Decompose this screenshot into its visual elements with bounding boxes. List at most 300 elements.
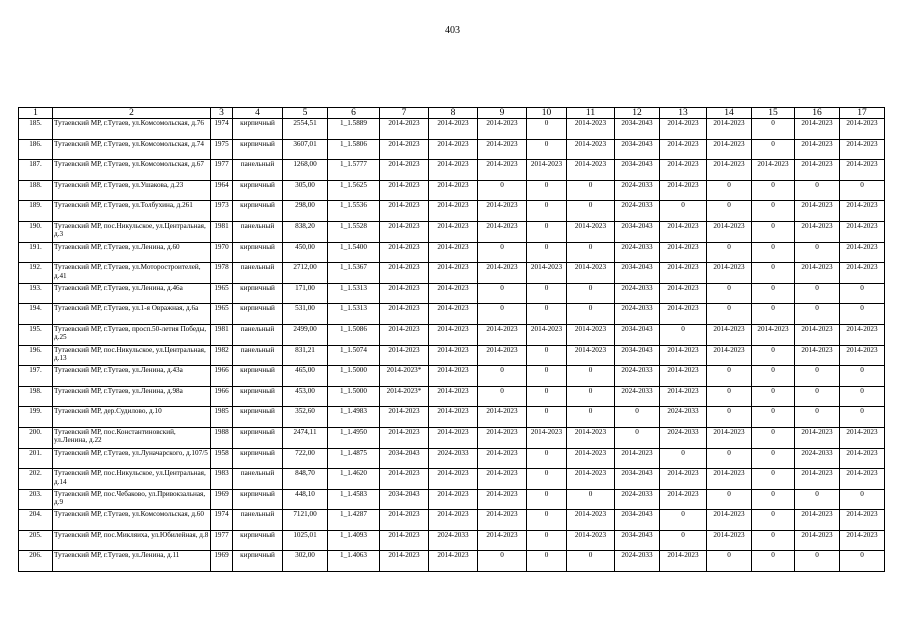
table-cell: панельный xyxy=(233,221,283,242)
table-cell: 2014-2023 xyxy=(615,448,660,469)
table-cell: 1966 xyxy=(211,366,233,387)
table-cell: 2014-2023 xyxy=(567,345,615,366)
table-row xyxy=(19,201,885,222)
table-row xyxy=(19,427,885,448)
table-cell: 2014-2023 xyxy=(660,551,707,572)
table-cell: 2014-2023 xyxy=(840,160,885,181)
table-cell: 2014-2023 xyxy=(795,469,840,490)
table-cell: 1268,00 xyxy=(283,160,328,181)
table-cell: 2014-2023 xyxy=(478,139,527,160)
table-cell: 2014-2023 xyxy=(660,263,707,284)
table-cell: 298,00 xyxy=(283,201,328,222)
table-cell: 0 xyxy=(752,119,795,140)
table-cell: 1965 xyxy=(211,304,233,325)
table-cell: 0 xyxy=(567,180,615,201)
table-cell: 0 xyxy=(567,407,615,428)
address-cell: Тутаевский МР, г.Тутаев, ул.Ленина, д.98а xyxy=(53,386,211,407)
table-cell: 2034-2043 xyxy=(615,469,660,490)
address-cell: Тутаевский МР, г.Тутаев, ул.Ленина, д.60 xyxy=(53,242,211,263)
address-cell: Тутаевский МР, г.Тутаев, ул.Луначарского, д.107/5 xyxy=(53,448,211,469)
table-cell: 2014-2023 xyxy=(478,448,527,469)
table-cell: 1970 xyxy=(211,242,233,263)
table-cell: 189. xyxy=(19,201,53,222)
table-cell: 2014-2023 xyxy=(660,221,707,242)
table-cell: 2014-2023 xyxy=(707,345,752,366)
table-row xyxy=(19,551,885,572)
table-cell: 1_1.5528 xyxy=(328,221,380,242)
table-cell: 0 xyxy=(527,201,567,222)
table-cell: 1975 xyxy=(211,139,233,160)
table-cell: 205. xyxy=(19,530,53,551)
table-cell: 2014-2023 xyxy=(527,324,567,345)
table-cell: 2014-2023 xyxy=(478,160,527,181)
table-cell: 199. xyxy=(19,407,53,428)
table-cell: 2014-2023 xyxy=(840,469,885,490)
address-cell: Тутаевский МР, г.Тутаев, ул.Ушакова, д.23 xyxy=(53,180,211,201)
table-cell: 2014-2023 xyxy=(429,345,478,366)
table-cell: 1_1.5400 xyxy=(328,242,380,263)
table-cell: 465,00 xyxy=(283,366,328,387)
table-cell: 2014-2023 xyxy=(380,551,429,572)
table-cell: 2014-2023 xyxy=(380,324,429,345)
table-cell: 0 xyxy=(707,180,752,201)
table-cell: 2014-2023 xyxy=(478,201,527,222)
table-cell: 2014-2023 xyxy=(380,469,429,490)
table-cell: 2014-2023 xyxy=(752,160,795,181)
table-cell: 1_1.5806 xyxy=(328,139,380,160)
table-cell: 2014-2023 xyxy=(660,366,707,387)
column-header: 14 xyxy=(707,108,752,119)
table-cell: 1_1.5074 xyxy=(328,345,380,366)
table-cell: 0 xyxy=(707,489,752,510)
table-cell: 2034-2043 xyxy=(615,324,660,345)
table-cell: 0 xyxy=(752,510,795,531)
table-cell: 1988 xyxy=(211,427,233,448)
table-cell: 2014-2023 xyxy=(380,119,429,140)
housing-register-table xyxy=(18,107,885,572)
table-cell: 2014-2023 xyxy=(660,160,707,181)
table-cell: 0 xyxy=(660,448,707,469)
table-cell: 1_1.4093 xyxy=(328,530,380,551)
table-cell: 2014-2023 xyxy=(429,366,478,387)
table-cell: 2499,00 xyxy=(283,324,328,345)
table-cell: 1_1.5367 xyxy=(328,263,380,284)
table-cell: 2014-2023 xyxy=(429,201,478,222)
table-cell: 2014-2023 xyxy=(380,180,429,201)
table-cell: 2024-2033 xyxy=(615,304,660,325)
table-cell: 2024-2033 xyxy=(615,242,660,263)
table-cell: 190. xyxy=(19,221,53,242)
table-cell: 0 xyxy=(795,407,840,428)
table-cell: 838,20 xyxy=(283,221,328,242)
table-cell: 1981 xyxy=(211,324,233,345)
table-row xyxy=(19,139,885,160)
table-cell: панельный xyxy=(233,510,283,531)
table-cell: 2014-2023 xyxy=(795,221,840,242)
table-row xyxy=(19,263,885,284)
table-cell: 185. xyxy=(19,119,53,140)
table-cell: 0 xyxy=(527,448,567,469)
table-cell: 2014-2023 xyxy=(660,119,707,140)
table-cell: 0 xyxy=(567,386,615,407)
table-cell: 2014-2023 xyxy=(478,345,527,366)
table-cell: 2014-2023 xyxy=(752,324,795,345)
table-cell: 0 xyxy=(567,489,615,510)
table-cell: 0 xyxy=(752,139,795,160)
table-cell: 0 xyxy=(707,386,752,407)
table-cell: 2014-2023 xyxy=(795,263,840,284)
table-cell: 2014-2023 xyxy=(429,469,478,490)
table-cell: 2014-2023 xyxy=(840,242,885,263)
table-cell: кирпичный xyxy=(233,139,283,160)
table-cell: 2014-2023 xyxy=(567,469,615,490)
table-cell: 2014-2023 xyxy=(795,119,840,140)
table-cell: 1974 xyxy=(211,119,233,140)
address-cell: Тутаевский МР, г.Тутаев, ул.Ленина, д.46а xyxy=(53,283,211,304)
table-cell: 2014-2023 xyxy=(380,201,429,222)
table-cell: 0 xyxy=(527,242,567,263)
table-cell: кирпичный xyxy=(233,551,283,572)
table-cell: кирпичный xyxy=(233,386,283,407)
table-cell: 1977 xyxy=(211,530,233,551)
table-cell: 2034-2043 xyxy=(380,489,429,510)
table-cell: 192. xyxy=(19,263,53,284)
column-header: 7 xyxy=(380,108,429,119)
table-cell: 2014-2023 xyxy=(707,263,752,284)
table-row xyxy=(19,345,885,366)
table-cell: 2014-2023 xyxy=(840,510,885,531)
table-cell: 2014-2023 xyxy=(429,119,478,140)
table-cell: 0 xyxy=(707,551,752,572)
table-row xyxy=(19,160,885,181)
table-cell: 0 xyxy=(752,283,795,304)
address-cell: Тутаевский МР, г.Тутаев, ул.Комсомольская, д.67 xyxy=(53,160,211,181)
table-cell: 0 xyxy=(527,119,567,140)
table-cell: 2024-2033 xyxy=(429,448,478,469)
table-cell: 3607,01 xyxy=(283,139,328,160)
table-cell: 0 xyxy=(527,180,567,201)
table-cell: 302,00 xyxy=(283,551,328,572)
table-cell: 201. xyxy=(19,448,53,469)
address-cell: Тутаевский МР, дер.Судилово, д.10 xyxy=(53,407,211,428)
table-cell: 2034-2043 xyxy=(380,448,429,469)
table-cell: 0 xyxy=(795,304,840,325)
table-cell: 0 xyxy=(660,324,707,345)
table-cell: 0 xyxy=(478,366,527,387)
table-cell: 2014-2023 xyxy=(567,324,615,345)
table-cell: 1_1.5777 xyxy=(328,160,380,181)
table-cell: 1974 xyxy=(211,510,233,531)
table-cell: 0 xyxy=(752,263,795,284)
table-cell: 2014-2023 xyxy=(429,324,478,345)
table-cell: 0 xyxy=(567,551,615,572)
table-cell: 2014-2023 xyxy=(429,407,478,428)
table-cell: 0 xyxy=(752,469,795,490)
table-cell: 2014-2023 xyxy=(380,160,429,181)
table-cell: 2014-2023 xyxy=(707,469,752,490)
table-cell: 2034-2043 xyxy=(615,345,660,366)
table-cell: 305,00 xyxy=(283,180,328,201)
table-row xyxy=(19,386,885,407)
table-cell: 2014-2023 xyxy=(840,263,885,284)
table-cell: 0 xyxy=(707,407,752,428)
table-cell: 2014-2023 xyxy=(840,448,885,469)
address-cell: Тутаевский МР, г.Тутаев, ул.Комсомольская, д.76 xyxy=(53,119,211,140)
table-cell: 2034-2043 xyxy=(615,221,660,242)
table-cell: 2014-2023 xyxy=(660,242,707,263)
table-cell: 2034-2043 xyxy=(615,530,660,551)
table-cell: 1983 xyxy=(211,469,233,490)
table-cell: 2014-2023 xyxy=(707,510,752,531)
table-cell: 0 xyxy=(527,366,567,387)
table-cell: 196. xyxy=(19,345,53,366)
table-cell: 0 xyxy=(527,469,567,490)
table-cell: 0 xyxy=(752,201,795,222)
column-header: 2 xyxy=(53,108,211,119)
table-cell: 2024-2033 xyxy=(615,283,660,304)
address-cell: Тутаевский МР, пос.Никульское, ул.Центральная, д.14 xyxy=(53,469,211,490)
table-cell: 0 xyxy=(527,345,567,366)
table-cell: 0 xyxy=(527,551,567,572)
table-cell: 0 xyxy=(795,489,840,510)
page-number: 403 xyxy=(445,25,460,36)
table-cell: 2014-2023 xyxy=(660,345,707,366)
table-cell: 2014-2023 xyxy=(660,304,707,325)
table-cell: 2014-2023 xyxy=(429,304,478,325)
table-cell: 0 xyxy=(795,242,840,263)
table-cell: панельный xyxy=(233,469,283,490)
table-row xyxy=(19,221,885,242)
table-cell: 2014-2023 xyxy=(478,469,527,490)
table-cell: 0 xyxy=(478,283,527,304)
header-row xyxy=(19,108,885,119)
address-cell: Тутаевский МР, пос.Никульское, ул.Центральная, д.3 xyxy=(53,221,211,242)
table-cell: 0 xyxy=(795,283,840,304)
column-header: 1 xyxy=(19,108,53,119)
table-row xyxy=(19,489,885,510)
table-cell: 2024-2033 xyxy=(615,489,660,510)
table-cell: 2014-2023 xyxy=(429,489,478,510)
table-cell: 1981 xyxy=(211,221,233,242)
table-cell: 0 xyxy=(752,386,795,407)
table-cell: 1_1.4620 xyxy=(328,469,380,490)
table-cell: 2014-2023 xyxy=(380,263,429,284)
table-cell: 450,00 xyxy=(283,242,328,263)
table-cell: кирпичный xyxy=(233,530,283,551)
table-cell: 0 xyxy=(567,304,615,325)
table-cell: 2014-2023 xyxy=(795,510,840,531)
table-cell: 0 xyxy=(615,427,660,448)
table-cell: 0 xyxy=(840,180,885,201)
column-header: 9 xyxy=(478,108,527,119)
table-cell: 195. xyxy=(19,324,53,345)
table-cell: 1_1.4287 xyxy=(328,510,380,531)
table-cell: 2024-2033 xyxy=(429,530,478,551)
table-cell: 0 xyxy=(527,386,567,407)
table-cell: 0 xyxy=(752,242,795,263)
table-cell: 2014-2023 xyxy=(840,324,885,345)
table-cell: 2014-2023 xyxy=(660,139,707,160)
table-cell: 2014-2023 xyxy=(380,304,429,325)
table-cell: 2014-2023 xyxy=(707,160,752,181)
table-cell: кирпичный xyxy=(233,283,283,304)
table-cell: 2014-2023 xyxy=(707,221,752,242)
table-cell: 0 xyxy=(840,283,885,304)
table-cell: 193. xyxy=(19,283,53,304)
table-cell: 2014-2023 xyxy=(795,139,840,160)
table-row xyxy=(19,366,885,387)
column-header: 17 xyxy=(840,108,885,119)
table-cell: 1978 xyxy=(211,263,233,284)
table-cell: 0 xyxy=(707,283,752,304)
table-cell: 1025,01 xyxy=(283,530,328,551)
table-cell: 448,10 xyxy=(283,489,328,510)
table-cell: 0 xyxy=(660,510,707,531)
table-cell: 1_1.4950 xyxy=(328,427,380,448)
table-cell: 1_1.5889 xyxy=(328,119,380,140)
table-cell: 0 xyxy=(478,386,527,407)
table-cell: 2014-2023 xyxy=(660,469,707,490)
column-header: 12 xyxy=(615,108,660,119)
table-cell: 2024-2033 xyxy=(660,427,707,448)
table-cell: 2014-2023 xyxy=(567,139,615,160)
table-cell: 0 xyxy=(752,304,795,325)
table-cell: 2014-2023 xyxy=(380,530,429,551)
table-cell: 0 xyxy=(567,366,615,387)
table-cell: 0 xyxy=(840,489,885,510)
table-cell: 0 xyxy=(795,386,840,407)
table-cell: 1965 xyxy=(211,283,233,304)
table-cell: 0 xyxy=(478,551,527,572)
table-cell: 0 xyxy=(707,448,752,469)
table-cell: 2014-2023 xyxy=(429,263,478,284)
table-cell: 722,00 xyxy=(283,448,328,469)
table-cell: кирпичный xyxy=(233,304,283,325)
table-cell: 1973 xyxy=(211,201,233,222)
table-cell: 2034-2043 xyxy=(615,160,660,181)
table-cell: 1964 xyxy=(211,180,233,201)
table-cell: панельный xyxy=(233,263,283,284)
table-cell: 2014-2023 xyxy=(478,119,527,140)
table-cell: 2024-2033 xyxy=(615,386,660,407)
table-cell: 0 xyxy=(478,242,527,263)
table-cell: 2014-2023 xyxy=(795,201,840,222)
table-cell: 2024-2033 xyxy=(615,180,660,201)
table-cell: 0 xyxy=(795,551,840,572)
address-cell: Тутаевский МР, пос.Чебаково, ул.Привокзальная, д.9 xyxy=(53,489,211,510)
table-cell: 2014-2023 xyxy=(478,427,527,448)
table-cell: 531,00 xyxy=(283,304,328,325)
address-cell: Тутаевский МР, г.Тутаев, ул.Моторостроителей, д.41 xyxy=(53,263,211,284)
table-cell: 1966 xyxy=(211,386,233,407)
table-cell: панельный xyxy=(233,324,283,345)
table-cell: 0 xyxy=(567,201,615,222)
table-cell: 2014-2023 xyxy=(380,427,429,448)
table-cell: 191. xyxy=(19,242,53,263)
table-cell: 0 xyxy=(752,427,795,448)
table-cell: 2024-2033 xyxy=(615,201,660,222)
table-cell: 2014-2023 xyxy=(380,242,429,263)
table-cell: 2014-2023 xyxy=(707,324,752,345)
table-cell: 0 xyxy=(752,551,795,572)
table-cell: 2014-2023 xyxy=(429,386,478,407)
table-cell: 2014-2023 xyxy=(478,510,527,531)
table-cell: 2014-2023 xyxy=(840,221,885,242)
table-cell: 2014-2023 xyxy=(478,221,527,242)
table-cell: 197. xyxy=(19,366,53,387)
table-cell: 0 xyxy=(707,242,752,263)
address-cell: Тутаевский МР, г.Тутаев, ул.Толбухина, д.261 xyxy=(53,201,211,222)
address-cell: Тутаевский МР, г.Тутаев, ул.Ленина, д.43а xyxy=(53,366,211,387)
table-cell: кирпичный xyxy=(233,427,283,448)
table-cell: 2014-2023 xyxy=(840,427,885,448)
table-row xyxy=(19,119,885,140)
table-cell: 0 xyxy=(840,407,885,428)
table-cell: 0 xyxy=(707,366,752,387)
table-cell: 0 xyxy=(527,530,567,551)
table-cell: 0 xyxy=(752,530,795,551)
table-cell: 2014-2023 xyxy=(429,160,478,181)
table-cell: 1982 xyxy=(211,345,233,366)
table-cell: 0 xyxy=(840,366,885,387)
table-cell: 2014-2023* xyxy=(380,366,429,387)
table-cell: 187. xyxy=(19,160,53,181)
table-cell: 1_1.5000 xyxy=(328,386,380,407)
table-cell: 0 xyxy=(567,242,615,263)
table-cell: 2014-2023 xyxy=(707,427,752,448)
table-row xyxy=(19,324,885,345)
table-cell: 1969 xyxy=(211,489,233,510)
table-cell: 2014-2023 xyxy=(429,180,478,201)
table-cell: 2034-2043 xyxy=(615,263,660,284)
table-cell: 2014-2023 xyxy=(567,427,615,448)
table-cell: 1958 xyxy=(211,448,233,469)
table-cell: 2014-2023 xyxy=(478,263,527,284)
table-cell: 2014-2023 xyxy=(567,448,615,469)
table-cell: 0 xyxy=(478,180,527,201)
table-cell: 0 xyxy=(752,489,795,510)
table-cell: 2024-2033 xyxy=(615,551,660,572)
address-cell: Тутаевский МР, пос.Никульское, ул.Центральная, д.13 xyxy=(53,345,211,366)
table-row xyxy=(19,242,885,263)
table-cell: 1969 xyxy=(211,551,233,572)
table-cell: 7121,00 xyxy=(283,510,328,531)
table-cell: 2024-2033 xyxy=(660,407,707,428)
table-cell: 2014-2023 xyxy=(707,530,752,551)
table-cell: 2024-2033 xyxy=(615,366,660,387)
table-row xyxy=(19,407,885,428)
table-cell: 2014-2023 xyxy=(478,489,527,510)
column-header: 5 xyxy=(283,108,328,119)
table-cell: 2014-2023 xyxy=(380,510,429,531)
table-cell: 186. xyxy=(19,139,53,160)
table-cell: 2014-2023 xyxy=(795,530,840,551)
table-cell: 2014-2023 xyxy=(707,119,752,140)
table-cell: панельный xyxy=(233,345,283,366)
table-cell: 0 xyxy=(795,366,840,387)
address-cell: Тутаевский МР, г.Тутаев, ул.Комсомольская, д.60 xyxy=(53,510,211,531)
table-cell: 2014-2023 xyxy=(429,242,478,263)
table-cell: 0 xyxy=(795,180,840,201)
table-cell: 1_1.5313 xyxy=(328,304,380,325)
table-row xyxy=(19,510,885,531)
table-cell: 2014-2023 xyxy=(429,551,478,572)
table-cell: 0 xyxy=(527,221,567,242)
table-cell: 2712,00 xyxy=(283,263,328,284)
column-header: 6 xyxy=(328,108,380,119)
column-header: 3 xyxy=(211,108,233,119)
table-cell: 0 xyxy=(752,221,795,242)
